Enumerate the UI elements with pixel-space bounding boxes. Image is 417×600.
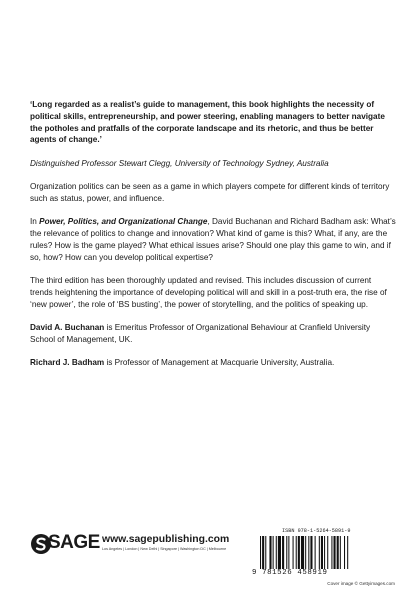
publisher-block xyxy=(30,532,240,558)
author-bio-text-badham: is Professor of Management at Macquarie University, Australia. xyxy=(104,358,335,368)
author-name-buchanan: David A. Buchanan xyxy=(30,323,105,333)
endorsement-attribution: Distinguished Professor Stewart Clegg, University of Technology Sydney, Australia xyxy=(30,158,329,168)
book-title: Power, Politics, and Organizational Change xyxy=(39,217,208,227)
author-bio-1 xyxy=(30,322,396,346)
barcode-digits: 9 781526 458919 xyxy=(252,569,328,577)
edition-paragraph: The third edition has been thoroughly updated and revised. This includes discussion of current trends heightening the importance of developing political will and skill in a post-truth era, the rise of ‘new power’, the role of ‘BS busting’, the power of storytelling, and the politics of speaking up. xyxy=(30,276,387,309)
barcode-bars xyxy=(252,536,395,569)
publisher-url[interactable]: www.sagepublishing.com xyxy=(102,534,230,545)
isbn-label: ISBN 978-1-5264-5891-9 xyxy=(282,528,351,534)
cover-image-credit: Cover image © Gettyimages.com xyxy=(327,581,395,586)
author-bio-text-buchanan: is Emeritus Professor of Organizational Behaviour at Cranfield University School of Management, UK. xyxy=(30,323,371,344)
publisher-cities: Los Angeles | London | New Delhi | Singapore | Washington DC | Melbourne xyxy=(102,547,227,551)
isbn-barcode xyxy=(252,528,395,578)
blurb xyxy=(30,99,396,381)
intro-paragraph: Organization politics can be seen as a game in which players compete for different kinds of territory such as status, power, and influence. xyxy=(30,182,390,203)
publisher-logo-text: SAGE xyxy=(48,532,100,553)
endorsement-quote: ‘Long regarded as a realist’s guide to management, this book highlights the necessity of political skills, entrepreneurship, and power steering, enabling managers to better navigate the potholes and pratfalls of the corporate landscape and its rhetoric, and thus be better agents of change.’ xyxy=(30,100,385,145)
author-bio-2 xyxy=(30,357,396,369)
questions-paragraph xyxy=(30,216,396,263)
questions-prefix: In xyxy=(30,217,40,227)
author-name-badham: Richard J. Badham xyxy=(30,358,105,368)
questions-text: , David Buchanan and Richard Badham ask: What’s the relevance of politics to change and innovation? What kind of game is this? What, if any, are the rules? How is the game played? What ethical issues arise? Should one play this game to win, and if so, how? How can you develop political expertise? xyxy=(30,217,396,262)
